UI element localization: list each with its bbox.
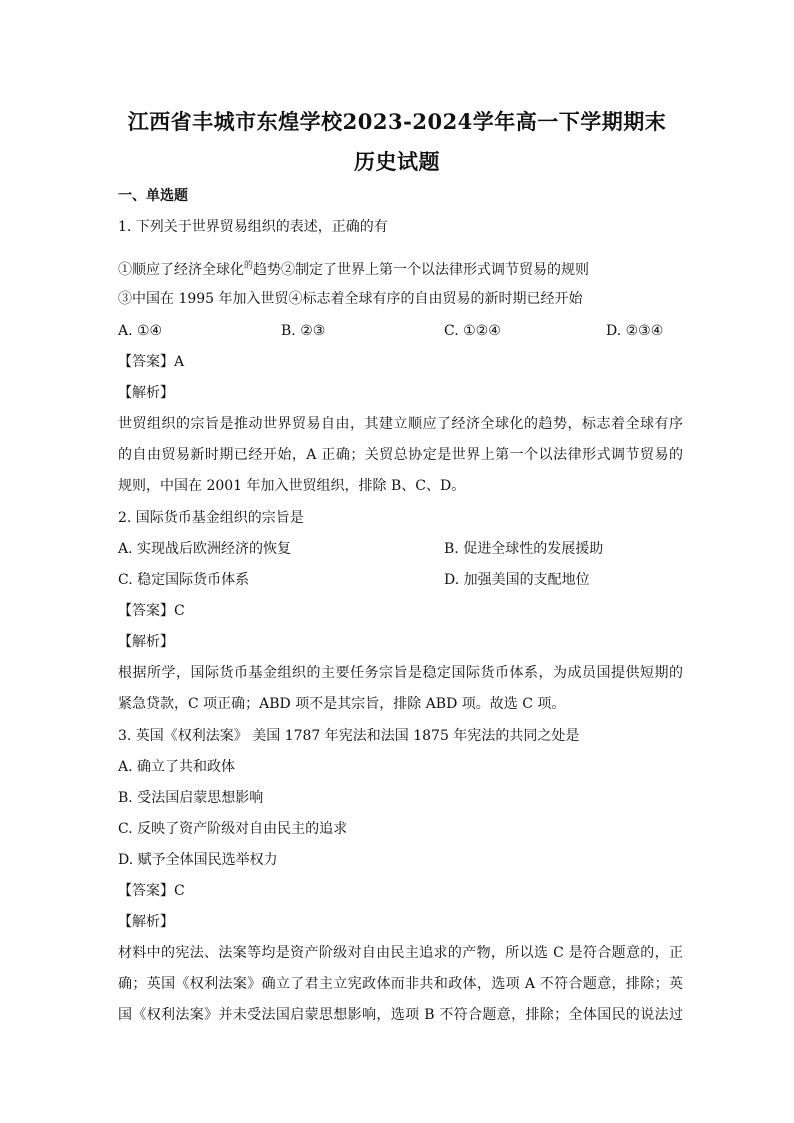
q2-option-c: C. 稳定国际货币体系 [118,572,250,588]
q1-option-d: D. ②③④ [606,323,664,339]
q3-analysis-label: 【解析】 [118,914,174,930]
q3-analysis-line-3: 国《权利法案》并未受法国启蒙思想影响，选项 B 不符合题意，排除；全体国民的说法过 [118,1007,683,1023]
q3-analysis-line-2: 确；英国《权利法案》确立了君主立宪政体而非共和政体，选项 A 不符合题意，排除；英 [118,976,683,992]
q1-statement-b: ③中国在 1995 年加入世贸④标志着全球有序的自由贸易的新时期已经开始 [118,291,583,307]
q1-option-a: A. ①④ [118,323,163,339]
q1-analysis-line-2: 的自由贸易新时期已经开始，A 正确；关贸总协定是世界上第一个以法律形式调节贸易的 [118,447,683,463]
q1-stem: 1. 下列关于世界贸易组织的表述，正确的有 [118,219,388,235]
q2-stem: 2. 国际货币基金组织的宗旨是 [118,510,304,526]
document-title-line-1: 江西省丰城市东煌学校2023-2024学年高一下学期期末 [127,109,667,134]
q3-option-a: A. 确立了共和政体 [118,759,236,775]
q1-statement-a [118,256,683,280]
q2-option-a: A. 实现战后欧洲经济的恢复 [118,541,292,557]
q1-statement-a-sup: 的 [244,261,254,271]
q1-analysis-line-1: 世贸组织的宗旨是推动世界贸易自由，其建立顺应了经济全球化的趋势，标志着全球有序 [118,416,683,432]
q2-analysis-line-1: 根据所学，国际货币基金组织的主要任务宗旨是稳定国际货币体系，为成员国提供短期的 [118,665,683,681]
q1-answer: 【答案】A [118,354,185,370]
q1-statement-a-part1: ①顺应了经济全球化 [118,262,244,278]
q3-option-c: C. 反映了资产阶级对自由民主的追求 [118,821,348,837]
q3-option-b: B. 受法国启蒙思想影响 [118,790,264,806]
q2-analysis-line-2: 紧急贷款，C 项正确；ABD 项不是其宗旨，排除 ABD 项。故选 C 项。 [118,696,566,712]
q1-analysis-line-3: 规则，中国在 2001 年加入世贸组织，排除 B、C、D。 [118,478,466,494]
q2-option-d: D. 加强美国的支配地位 [444,572,590,588]
q3-option-d: D. 赋予全体国民选举权力 [118,852,278,868]
section-heading: 一、单选题 [118,188,188,204]
q3-stem: 3. 英国《权利法案》 美国 1787 年宪法和法国 1875 年宪法的共同之处是 [118,728,580,744]
q1-option-c: C. ①②④ [444,323,501,339]
q3-analysis-line-1: 材料中的宪法、法案等均是资产阶级对自由民主追求的产物，所以选 C 是符合题意的，正 [118,945,683,961]
q2-answer: 【答案】C [118,603,185,619]
document-title-line-2: 历史试题 [354,149,440,174]
q1-statement-a-part2: 趋势②制定了世界上第一个以法律形式调节贸易的规则 [253,262,590,278]
q2-analysis-label: 【解析】 [118,634,174,650]
q2-option-b: B. 促进全球性的发展援助 [444,541,604,557]
q1-analysis-label: 【解析】 [118,385,174,401]
q3-answer: 【答案】C [118,883,185,899]
q1-option-b: B. ②③ [281,323,326,339]
